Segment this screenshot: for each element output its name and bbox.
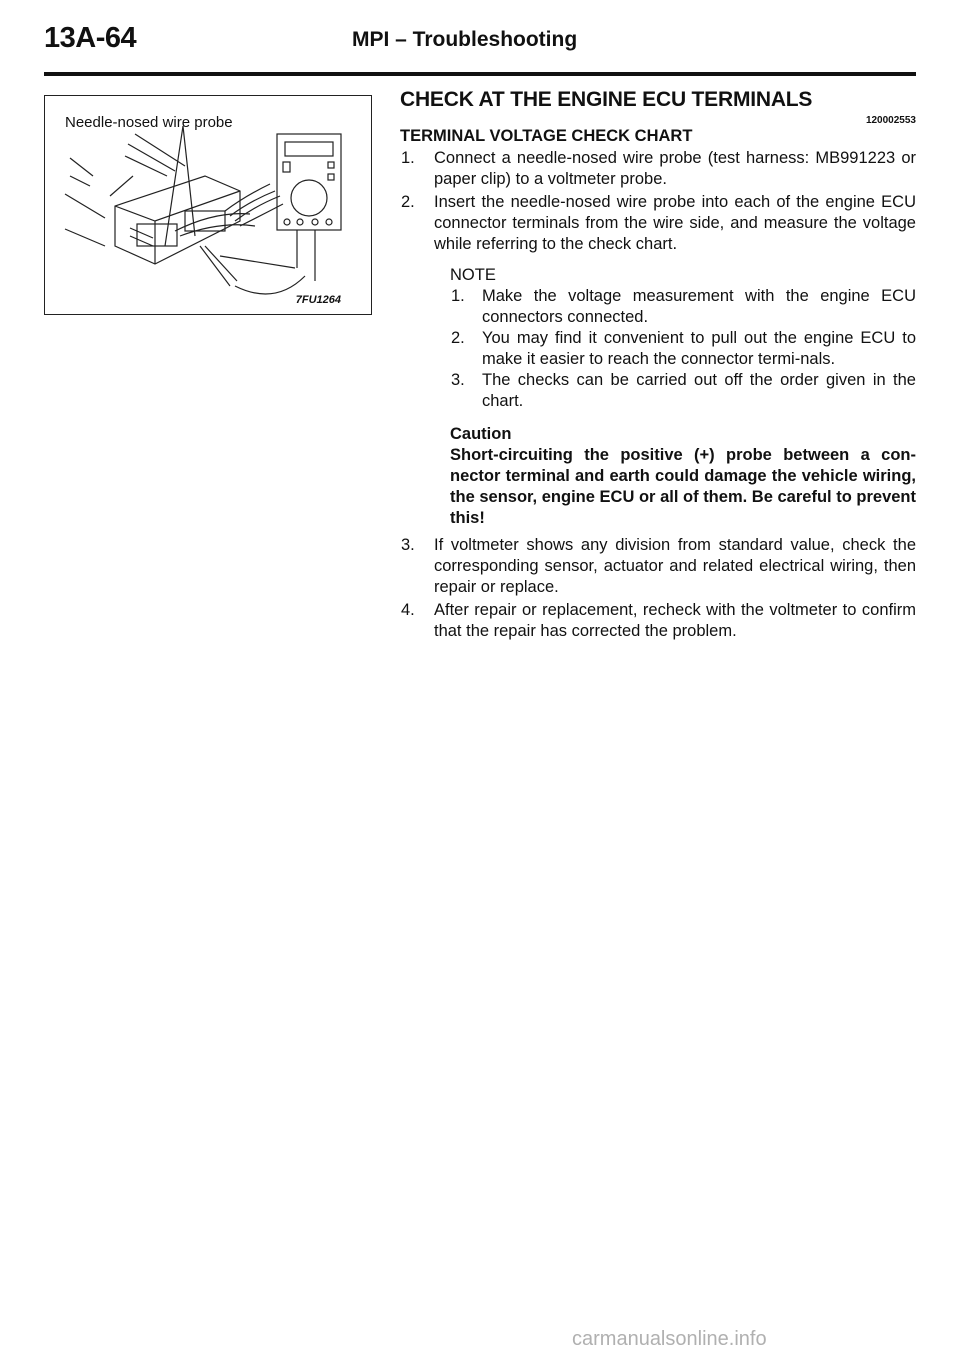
section-subtitle: TERMINAL VOLTAGE CHECK CHART xyxy=(400,127,693,145)
document-id: 120002553 xyxy=(865,115,916,126)
list-item xyxy=(450,286,916,328)
note-number: 1. xyxy=(451,287,465,305)
step-number: 3. xyxy=(401,536,415,554)
steps-list xyxy=(400,148,916,255)
step-number: 4. xyxy=(401,601,415,619)
caution-text: Short-circuiting the positive (+) probe between a con-nector terminal and earth could damage the vehicle wiring, the sensor, engine ECU or all of them. Be careful to prevent this! xyxy=(450,446,916,527)
step-text: Connect a needle-nosed wire probe (test harness: MB991223 or paper clip) to a voltmeter probe. xyxy=(434,149,916,188)
list-item xyxy=(400,600,916,642)
section-title: CHECK AT THE ENGINE ECU TERMINALS xyxy=(400,88,813,111)
ecu-probe-illustration xyxy=(44,95,372,315)
step-text: After repair or replacement, recheck with the voltmeter to confirm that the repair has corrected the problem. xyxy=(434,601,916,640)
list-item xyxy=(400,535,916,598)
figure-callout: Needle-nosed wire probe xyxy=(65,114,233,131)
list-item xyxy=(400,148,916,190)
step-text: If voltmeter shows any division from standard value, check the corresponding sensor, actuator and related electrical wiring, then repair or replace. xyxy=(434,536,916,596)
step-number: 1. xyxy=(401,149,415,167)
caution-block xyxy=(450,424,916,529)
header-divider xyxy=(44,72,916,76)
caution-label: Caution xyxy=(450,425,512,443)
page-title: MPI – Troubleshooting xyxy=(352,28,578,51)
note-number: 2. xyxy=(451,329,465,347)
note-label: NOTE xyxy=(450,266,496,284)
step-number: 2. xyxy=(401,193,415,211)
note-number: 3. xyxy=(451,371,465,389)
step-text: Insert the needle-nosed wire probe into each of the engine ECU connector terminals from the wire side, and measure the voltage while referring to the check chart. xyxy=(434,193,916,253)
watermark: carmanualsonline.info xyxy=(572,1328,767,1350)
note-text: Make the voltage measurement with the engine ECU connectors connected. xyxy=(482,287,916,326)
main-content xyxy=(400,88,916,642)
steps-list-continued xyxy=(400,535,916,642)
list-item xyxy=(400,192,916,255)
figure-code: 7FU1264 xyxy=(295,294,341,306)
note-text: You may find it convenient to pull out the engine ECU to make it easier to reach the connector termi-nals. xyxy=(482,329,916,368)
note-text: The checks can be carried out off the order given in the chart. xyxy=(482,371,916,410)
list-item xyxy=(450,370,916,412)
list-item xyxy=(450,328,916,370)
page-number: 13A-64 xyxy=(44,22,137,54)
note-block xyxy=(450,265,916,412)
